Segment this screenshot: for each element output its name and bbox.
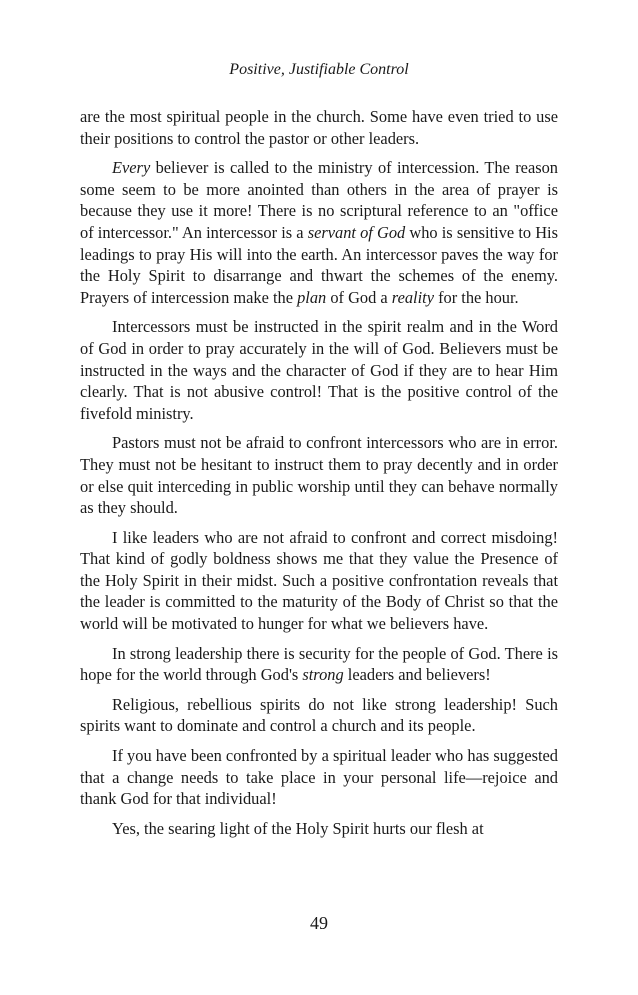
paragraph-6-text-a: In strong leadership there is security for the people of God. There is hope for the world through God's	[80, 643, 558, 685]
paragraph-5: I like leaders who are not afraid to confront and correct misdoing! That kind of godly boldness shows me that they value the Presence of the Holy Spirit in their midst. Such a positive confrontation reveals that the leader is committed to the maturity of the Body of Christ so that the world will be motivated to hunger for what we believers have.	[80, 527, 558, 634]
page-number: 49	[310, 913, 328, 933]
paragraph-7: Religious, rebellious spirits do not like strong leadership! Such spirits want to dominate and control a church and its people.	[80, 694, 558, 736]
paragraph-6-text-b: leaders and believers!	[343, 665, 491, 685]
paragraph-2-text-b: who is sensitive to His leadings to pray His will into the earth. An intercessor paves the way for the Holy Spirit to disarrange and thwart the schemes of the enemy. Prayers of intercession make the	[80, 222, 558, 307]
emphasis-strong: strong	[302, 665, 344, 685]
paragraph-2-text-a: believer is called to the ministry of intercession. The reason some seem to be more anointed than others in the area of prayer is because they use it more! There is no scriptural reference to an "office of intercessor." An intercessor is a	[80, 158, 558, 242]
paragraph-6	[80, 643, 558, 686]
emphasis-every: Every	[112, 158, 151, 178]
paragraph-2	[80, 157, 558, 308]
paragraph-1: are the most spiritual people in the church. Some have even tried to use their positions to control the pastor or other leaders.	[80, 107, 558, 148]
paragraph-2-text-d: for the hour.	[433, 287, 519, 307]
emphasis-plan: plan	[297, 287, 327, 307]
paragraph-2-text-c: of God a	[326, 287, 392, 307]
emphasis-reality: reality	[391, 287, 434, 307]
body-text	[80, 106, 558, 847]
paragraph-8: If you have been confronted by a spiritual leader who has suggested that a change needs to take place in your personal life—rejoice and thank God for that individual!	[80, 746, 558, 809]
paragraph-4: Pastors must not be afraid to confront intercessors who are in error. They must not be hesitant to instruct them to pray decently and in order or else quit interceding in public worship until they can behave normally as they should.	[80, 433, 558, 518]
paragraph-9: Yes, the searing light of the Holy Spirit hurts our flesh at	[112, 818, 484, 838]
emphasis-servant-of-god: servant of God	[307, 222, 406, 242]
running-header: Positive, Justifiable Control	[229, 61, 409, 78]
paragraph-3: Intercessors must be instructed in the spirit realm and in the Word of God in order to pray accurately in the will of God. Believers must be instructed in the ways and the character of God if they are to hear Him clearly. That is not abusive control! That is the positive control of the fivefold ministry.	[80, 317, 558, 423]
